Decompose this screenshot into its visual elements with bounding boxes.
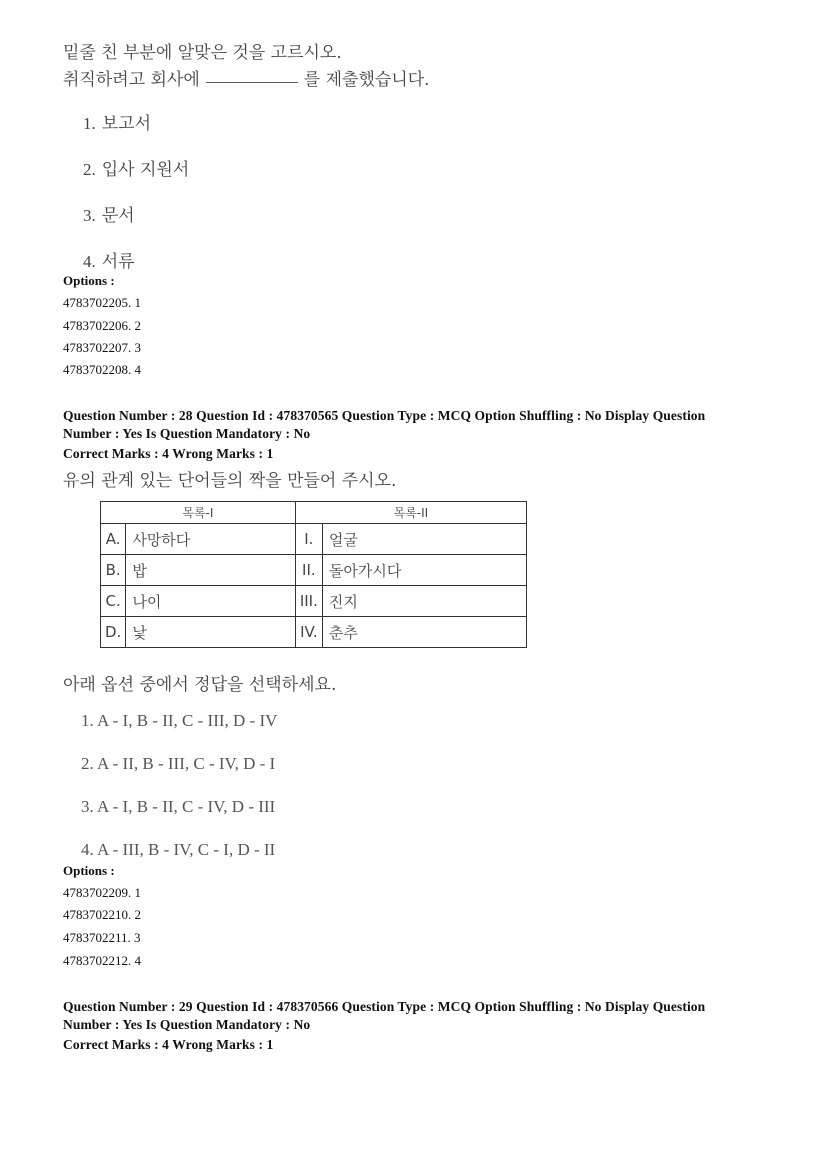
q28-answer-1: 1. A - I, B - II, C - III, D - IV <box>81 711 278 730</box>
q27-sentence-before: 취직하려고 회사에 <box>63 70 200 90</box>
q28-answer-3: 3. A - I, B - II, C - IV, D - III <box>81 797 276 816</box>
list-2-key: III. <box>295 586 322 617</box>
q27-option-id-1: 4783702205. 1 <box>63 295 141 310</box>
table-header-row <box>101 502 527 524</box>
q29-meta-line3: Correct Marks : 4 Wrong Marks : 1 <box>63 1037 274 1052</box>
q27-instruction: 밑줄 친 부분에 알맞은 것을 고르시오. <box>63 43 342 63</box>
q28-answer-4: 4. A - III, B - IV, C - I, D - II <box>81 840 276 859</box>
table-row <box>101 555 527 586</box>
list-2-header: 목록-II <box>295 502 526 524</box>
q28-answer-2: 2. A - II, B - III, C - IV, D - I <box>81 754 276 773</box>
list-1-key: D. <box>101 617 126 648</box>
q27-choice-4: 4. 서류 <box>83 252 135 272</box>
q28-options-label: Options : <box>63 863 115 878</box>
q28-option-id-4: 4783702212. 4 <box>63 953 141 968</box>
list-2-key: II. <box>295 555 322 586</box>
list-1-value: 낯 <box>126 617 296 648</box>
q27-choice-3: 3. 문서 <box>83 206 135 226</box>
q28-option-id-1: 4783702209. 1 <box>63 885 141 900</box>
list-1-key: A. <box>101 524 126 555</box>
list-1-value: 나이 <box>126 586 296 617</box>
list-2-value: 얼굴 <box>322 524 526 555</box>
list-2-key: IV. <box>295 617 322 648</box>
table-row <box>101 524 527 555</box>
q29-meta-line2: Number : Yes Is Question Mandatory : No <box>63 1017 311 1032</box>
list-1-header: 목록-I <box>101 502 296 524</box>
q28-meta-line1: Question Number : 28 Question Id : 478370565 Question Type : MCQ Option Shuffling : No Display Question <box>63 408 706 423</box>
list-1-value: 밥 <box>126 555 296 586</box>
list-1-key: B. <box>101 555 126 586</box>
list-1-value: 사망하다 <box>126 524 296 555</box>
table-row <box>101 617 527 648</box>
list-1-key: C. <box>101 586 126 617</box>
q27-option-id-2: 4783702206. 2 <box>63 318 141 333</box>
table-row <box>101 586 527 617</box>
q27-sentence <box>63 65 430 90</box>
q27-choice-1: 1. 보고서 <box>83 114 152 134</box>
q28-meta-line3: Correct Marks : 4 Wrong Marks : 1 <box>63 446 274 461</box>
q28-option-id-2: 4783702210. 2 <box>63 907 141 922</box>
list-2-value: 돌아가시다 <box>322 555 526 586</box>
q27-option-id-3: 4783702207. 3 <box>63 340 141 355</box>
q27-sentence-after: 를 제출했습니다. <box>303 70 430 90</box>
list-2-value: 춘추 <box>322 617 526 648</box>
q28-meta-line2: Number : Yes Is Question Mandatory : No <box>63 426 311 441</box>
q29-meta-line1: Question Number : 29 Question Id : 478370566 Question Type : MCQ Option Shuffling : No Display Question <box>63 999 706 1014</box>
q27-choice-2: 2. 입사 지원서 <box>83 160 190 180</box>
list-2-key: I. <box>295 524 322 555</box>
list-2-value: 진지 <box>322 586 526 617</box>
q27-options-label: Options : <box>63 273 115 288</box>
q28-option-id-3: 4783702211. 3 <box>63 930 141 945</box>
q28-instruction: 유의 관계 있는 단어들의 짝을 만들어 주시오. <box>63 471 397 491</box>
q27-option-id-4: 4783702208. 4 <box>63 362 141 377</box>
matching-table <box>100 501 527 648</box>
q28-select-prompt: 아래 옵션 중에서 정답을 선택하세요. <box>63 675 337 695</box>
q27-blank <box>206 82 298 83</box>
